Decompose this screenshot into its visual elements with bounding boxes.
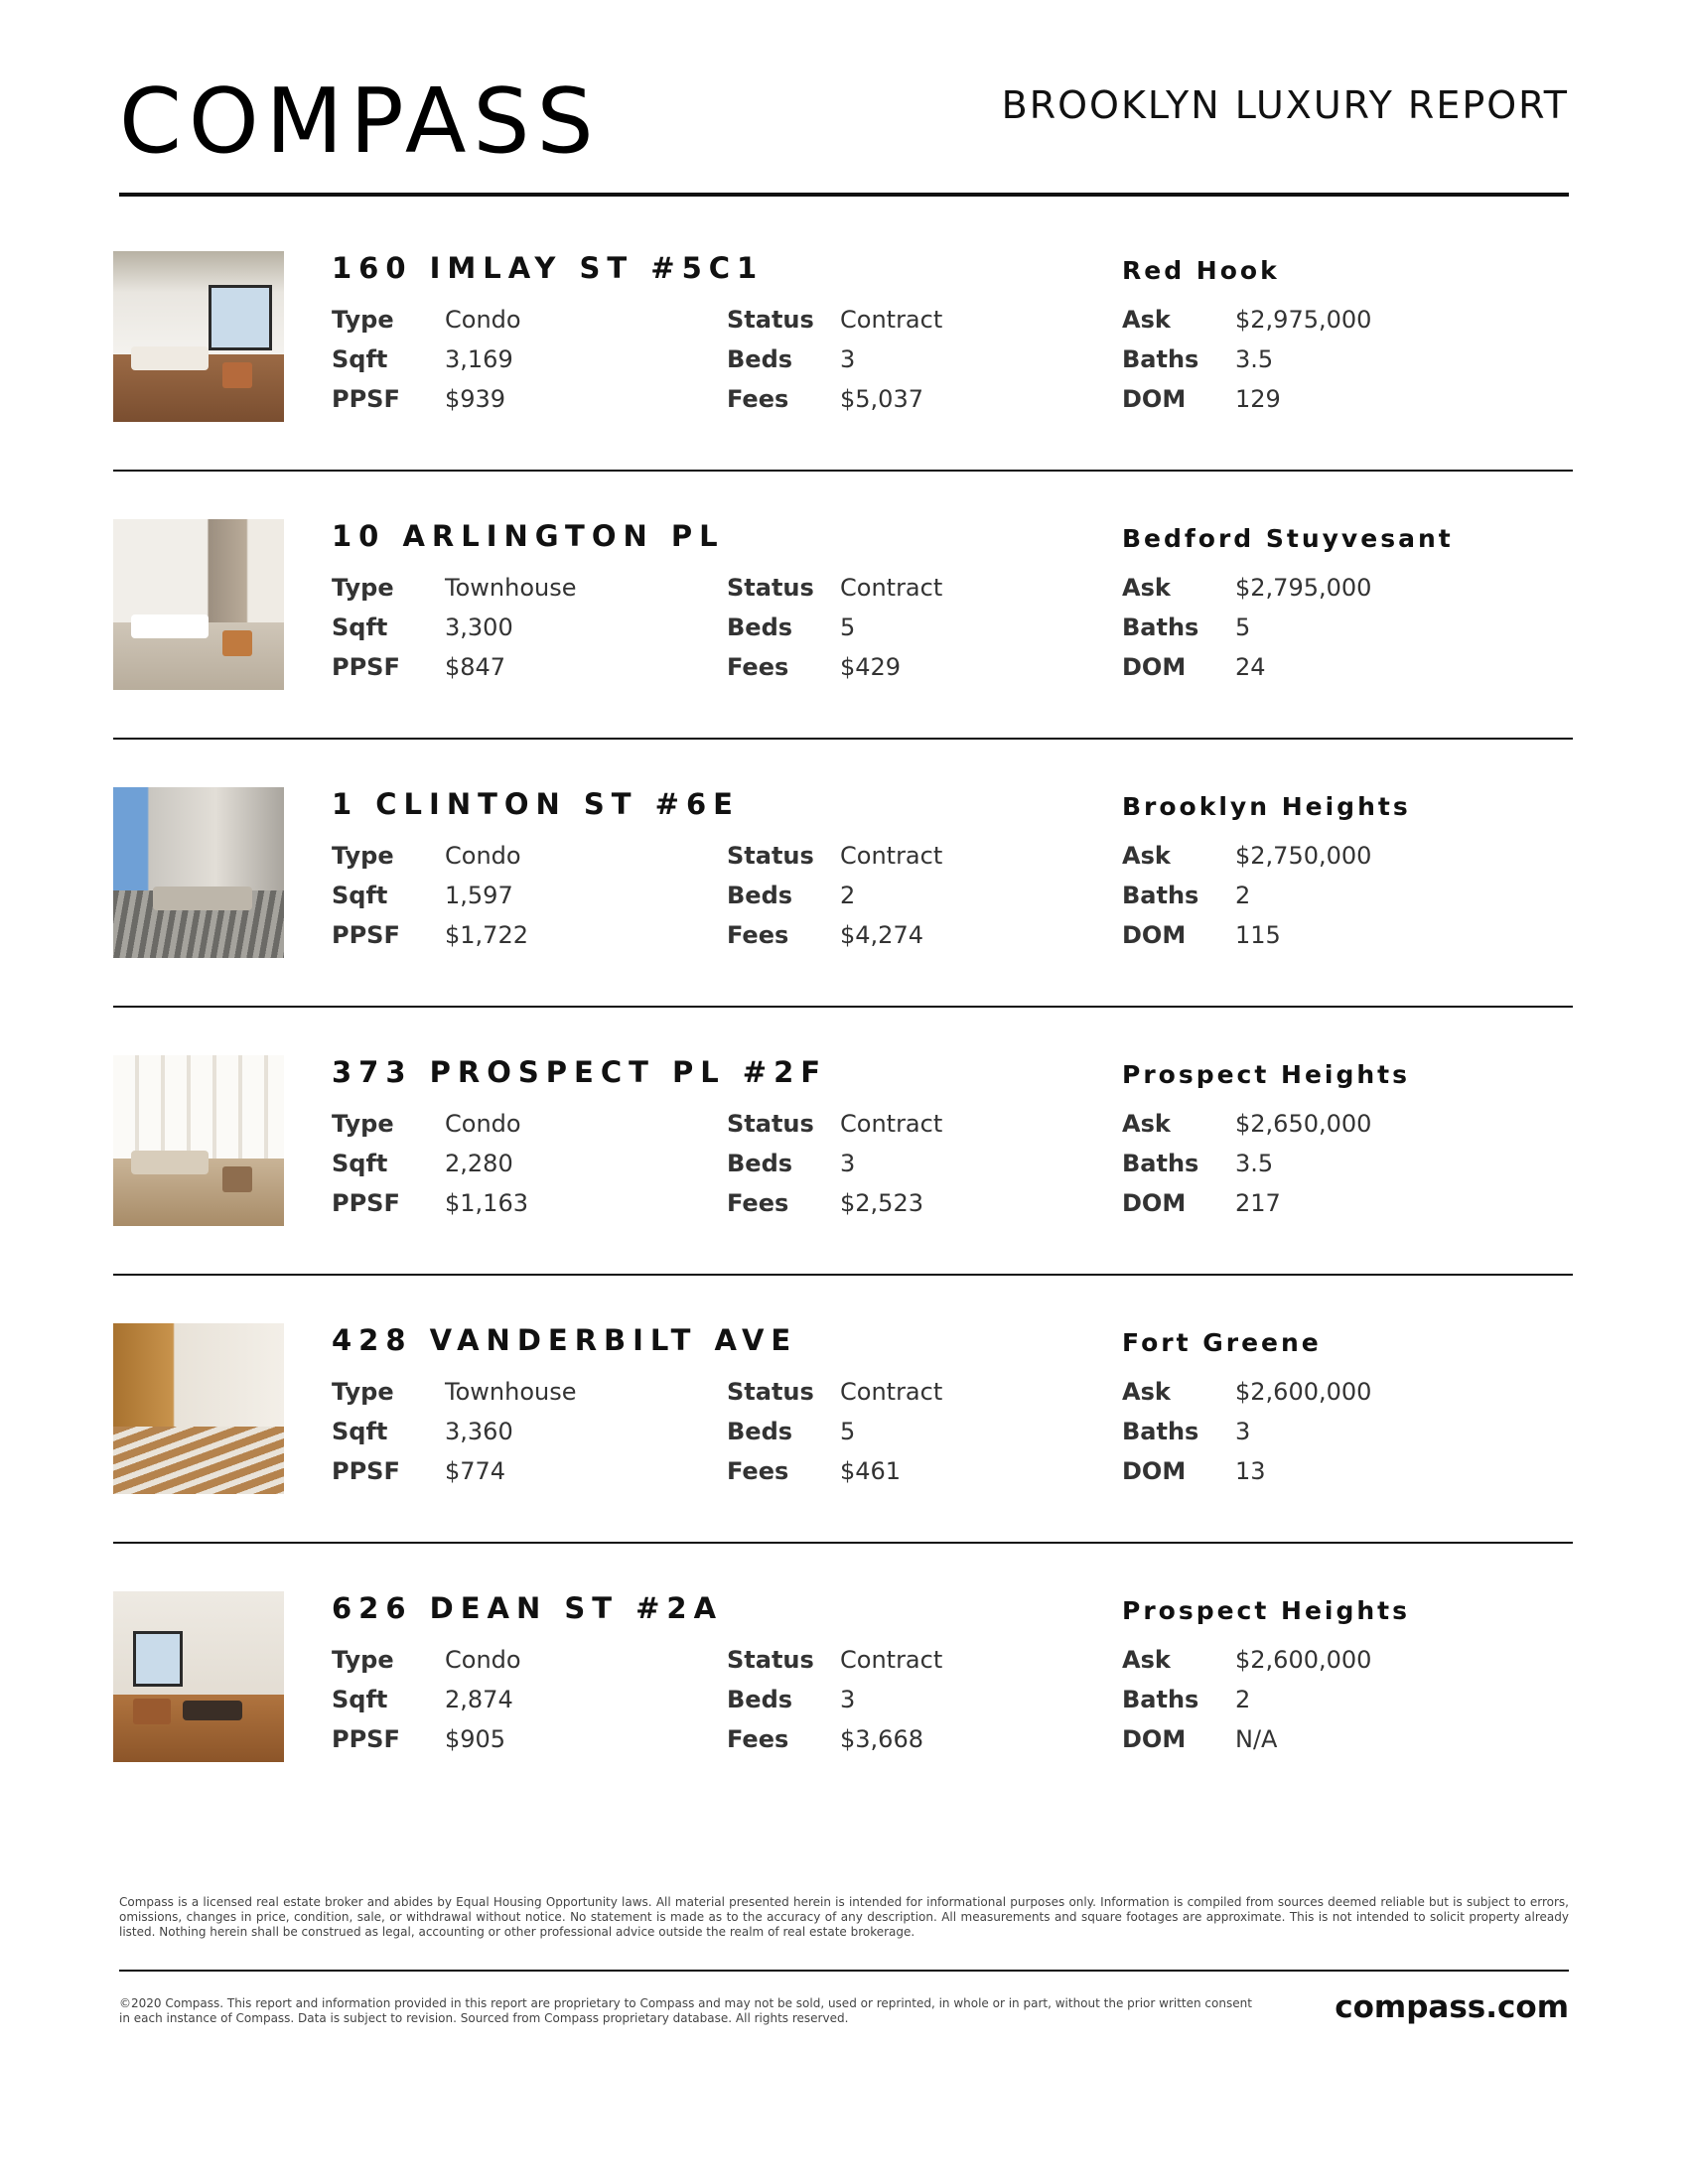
ppsf-label: PPSF	[332, 921, 400, 949]
listing-item	[113, 251, 1573, 519]
listing-photo	[113, 1055, 284, 1226]
dom-label: DOM	[1122, 921, 1187, 949]
type-label: Type	[332, 306, 394, 334]
listing-divider	[113, 470, 1573, 472]
sqft-value: 2,280	[445, 1150, 513, 1177]
fees-value: $461	[840, 1457, 902, 1485]
fees-value: $2,523	[840, 1189, 923, 1217]
listing-address: 626 DEAN ST #2A	[332, 1591, 724, 1625]
baths-label: Baths	[1122, 614, 1199, 641]
compass-logo: COMPASS	[119, 69, 601, 174]
baths-value: 2	[1235, 882, 1251, 909]
fees-value: $5,037	[840, 385, 923, 413]
listing-address: 428 VANDERBILT AVE	[332, 1323, 798, 1357]
sqft-value: 1,597	[445, 882, 513, 909]
sqft-value: 3,300	[445, 614, 513, 641]
ask-label: Ask	[1122, 842, 1171, 870]
listing-item	[113, 787, 1573, 1055]
ppsf-value: $939	[445, 385, 506, 413]
listing-photo	[113, 519, 284, 690]
ask-value: $2,975,000	[1235, 306, 1372, 334]
ask-value: $2,795,000	[1235, 574, 1372, 602]
beds-label: Beds	[727, 614, 793, 641]
beds-value: 3	[840, 1150, 856, 1177]
ask-value: $2,600,000	[1235, 1378, 1372, 1406]
listing-neighborhood: Prospect Heights	[1122, 1060, 1411, 1089]
dom-value: N/A	[1235, 1725, 1278, 1753]
ppsf-value: $847	[445, 653, 506, 681]
listings-list	[113, 251, 1573, 1859]
sqft-value: 2,874	[445, 1686, 513, 1713]
listing-item	[113, 1591, 1573, 1859]
fees-label: Fees	[727, 1189, 789, 1217]
beds-label: Beds	[727, 882, 793, 909]
type-value: Condo	[445, 1646, 521, 1674]
copyright-notice: ©2020 Compass. This report and information provided in this report are proprietary to Compass and may not be sold, used or reprinted, in whole or in part, without the prior written consent in each instance of Compass. Data is subject to revision. Sourced from Compass proprietary database. All rights reserved.	[119, 1996, 1252, 2025]
baths-label: Baths	[1122, 882, 1199, 909]
fees-value: $429	[840, 653, 902, 681]
fees-label: Fees	[727, 653, 789, 681]
dom-value: 217	[1235, 1189, 1281, 1217]
dom-label: DOM	[1122, 653, 1187, 681]
beds-label: Beds	[727, 1150, 793, 1177]
ask-label: Ask	[1122, 1646, 1171, 1674]
ppsf-label: PPSF	[332, 385, 400, 413]
footer-divider	[119, 1970, 1569, 1972]
listing-address: 10 ARLINGTON PL	[332, 519, 725, 553]
type-label: Type	[332, 1646, 394, 1674]
listing-neighborhood: Fort Greene	[1122, 1328, 1322, 1357]
type-value: Condo	[445, 1110, 521, 1138]
listing-address: 1 CLINTON ST #6E	[332, 787, 740, 821]
baths-value: 3.5	[1235, 1150, 1274, 1177]
dom-label: DOM	[1122, 385, 1187, 413]
ppsf-label: PPSF	[332, 1189, 400, 1217]
sqft-label: Sqft	[332, 614, 388, 641]
sqft-label: Sqft	[332, 1150, 388, 1177]
listing-address: 373 PROSPECT PL #2F	[332, 1055, 828, 1089]
status-label: Status	[727, 1646, 814, 1674]
dom-label: DOM	[1122, 1725, 1187, 1753]
type-label: Type	[332, 574, 394, 602]
baths-value: 3	[1235, 1418, 1251, 1445]
fees-label: Fees	[727, 921, 789, 949]
ppsf-label: PPSF	[332, 653, 400, 681]
sqft-label: Sqft	[332, 345, 388, 373]
ask-value: $2,650,000	[1235, 1110, 1372, 1138]
ask-label: Ask	[1122, 574, 1171, 602]
dom-label: DOM	[1122, 1189, 1187, 1217]
beds-value: 5	[840, 1418, 856, 1445]
status-label: Status	[727, 842, 814, 870]
listing-neighborhood: Red Hook	[1122, 256, 1280, 285]
ask-label: Ask	[1122, 306, 1171, 334]
listing-item	[113, 1323, 1573, 1591]
fees-value: $3,668	[840, 1725, 923, 1753]
type-label: Type	[332, 1378, 394, 1406]
status-label: Status	[727, 1110, 814, 1138]
sqft-label: Sqft	[332, 1686, 388, 1713]
dom-value: 13	[1235, 1457, 1266, 1485]
sqft-value: 3,360	[445, 1418, 513, 1445]
dom-value: 115	[1235, 921, 1281, 949]
type-value: Condo	[445, 306, 521, 334]
listing-divider	[113, 1274, 1573, 1276]
dom-value: 24	[1235, 653, 1266, 681]
status-value: Contract	[840, 1646, 943, 1674]
ask-label: Ask	[1122, 1378, 1171, 1406]
status-label: Status	[727, 1378, 814, 1406]
baths-value: 2	[1235, 1686, 1251, 1713]
beds-label: Beds	[727, 345, 793, 373]
sqft-value: 3,169	[445, 345, 513, 373]
beds-value: 3	[840, 1686, 856, 1713]
fees-label: Fees	[727, 1457, 789, 1485]
type-label: Type	[332, 842, 394, 870]
baths-label: Baths	[1122, 1418, 1199, 1445]
status-value: Contract	[840, 1110, 943, 1138]
ask-label: Ask	[1122, 1110, 1171, 1138]
header-divider	[119, 193, 1569, 197]
report-header	[119, 69, 1569, 174]
website-link[interactable]: compass.com	[1335, 1989, 1569, 2025]
dom-label: DOM	[1122, 1457, 1187, 1485]
sqft-label: Sqft	[332, 882, 388, 909]
listing-neighborhood: Bedford Stuyvesant	[1122, 524, 1454, 553]
ppsf-label: PPSF	[332, 1725, 400, 1753]
listing-address: 160 IMLAY ST #5C1	[332, 251, 765, 285]
status-label: Status	[727, 306, 814, 334]
legal-disclaimer: Compass is a licensed real estate broker and abides by Equal Housing Opportunity laws. All material presented herein is intended for informational purposes only. Information is compiled from sources deemed reliable but is subject to errors, omissions, changes in price, condition, sale, or withdrawal without notice. No statement is made as to the accuracy of any description. All measurements and square footages are approximate. This is not intended to solicit property already listed. Nothing herein shall be construed as legal, accounting or other professional advice outside the realm of real estate brokerage.	[119, 1895, 1569, 1939]
ppsf-value: $774	[445, 1457, 506, 1485]
beds-value: 3	[840, 345, 856, 373]
listing-divider	[113, 1542, 1573, 1544]
status-value: Contract	[840, 574, 943, 602]
fees-label: Fees	[727, 1725, 789, 1753]
status-value: Contract	[840, 306, 943, 334]
ask-value: $2,600,000	[1235, 1646, 1372, 1674]
type-value: Townhouse	[445, 574, 577, 602]
baths-label: Baths	[1122, 1686, 1199, 1713]
type-label: Type	[332, 1110, 394, 1138]
status-value: Contract	[840, 842, 943, 870]
ask-value: $2,750,000	[1235, 842, 1372, 870]
ppsf-value: $1,722	[445, 921, 528, 949]
status-label: Status	[727, 574, 814, 602]
fees-label: Fees	[727, 385, 789, 413]
report-title: BROOKLYN LUXURY REPORT	[1001, 83, 1569, 127]
ppsf-value: $1,163	[445, 1189, 528, 1217]
baths-value: 5	[1235, 614, 1251, 641]
dom-value: 129	[1235, 385, 1281, 413]
listing-divider	[113, 1006, 1573, 1008]
listing-item	[113, 519, 1573, 787]
listing-neighborhood: Prospect Heights	[1122, 1596, 1411, 1625]
beds-value: 5	[840, 614, 856, 641]
baths-value: 3.5	[1235, 345, 1274, 373]
beds-value: 2	[840, 882, 856, 909]
baths-label: Baths	[1122, 345, 1199, 373]
listing-photo	[113, 1591, 284, 1762]
type-value: Condo	[445, 842, 521, 870]
status-value: Contract	[840, 1378, 943, 1406]
listing-photo	[113, 251, 284, 422]
listing-item	[113, 1055, 1573, 1323]
fees-value: $4,274	[840, 921, 923, 949]
ppsf-label: PPSF	[332, 1457, 400, 1485]
ppsf-value: $905	[445, 1725, 506, 1753]
baths-label: Baths	[1122, 1150, 1199, 1177]
listing-photo	[113, 1323, 284, 1494]
beds-label: Beds	[727, 1418, 793, 1445]
listing-neighborhood: Brooklyn Heights	[1122, 792, 1411, 821]
listing-divider	[113, 738, 1573, 740]
listing-photo	[113, 787, 284, 958]
sqft-label: Sqft	[332, 1418, 388, 1445]
beds-label: Beds	[727, 1686, 793, 1713]
type-value: Townhouse	[445, 1378, 577, 1406]
